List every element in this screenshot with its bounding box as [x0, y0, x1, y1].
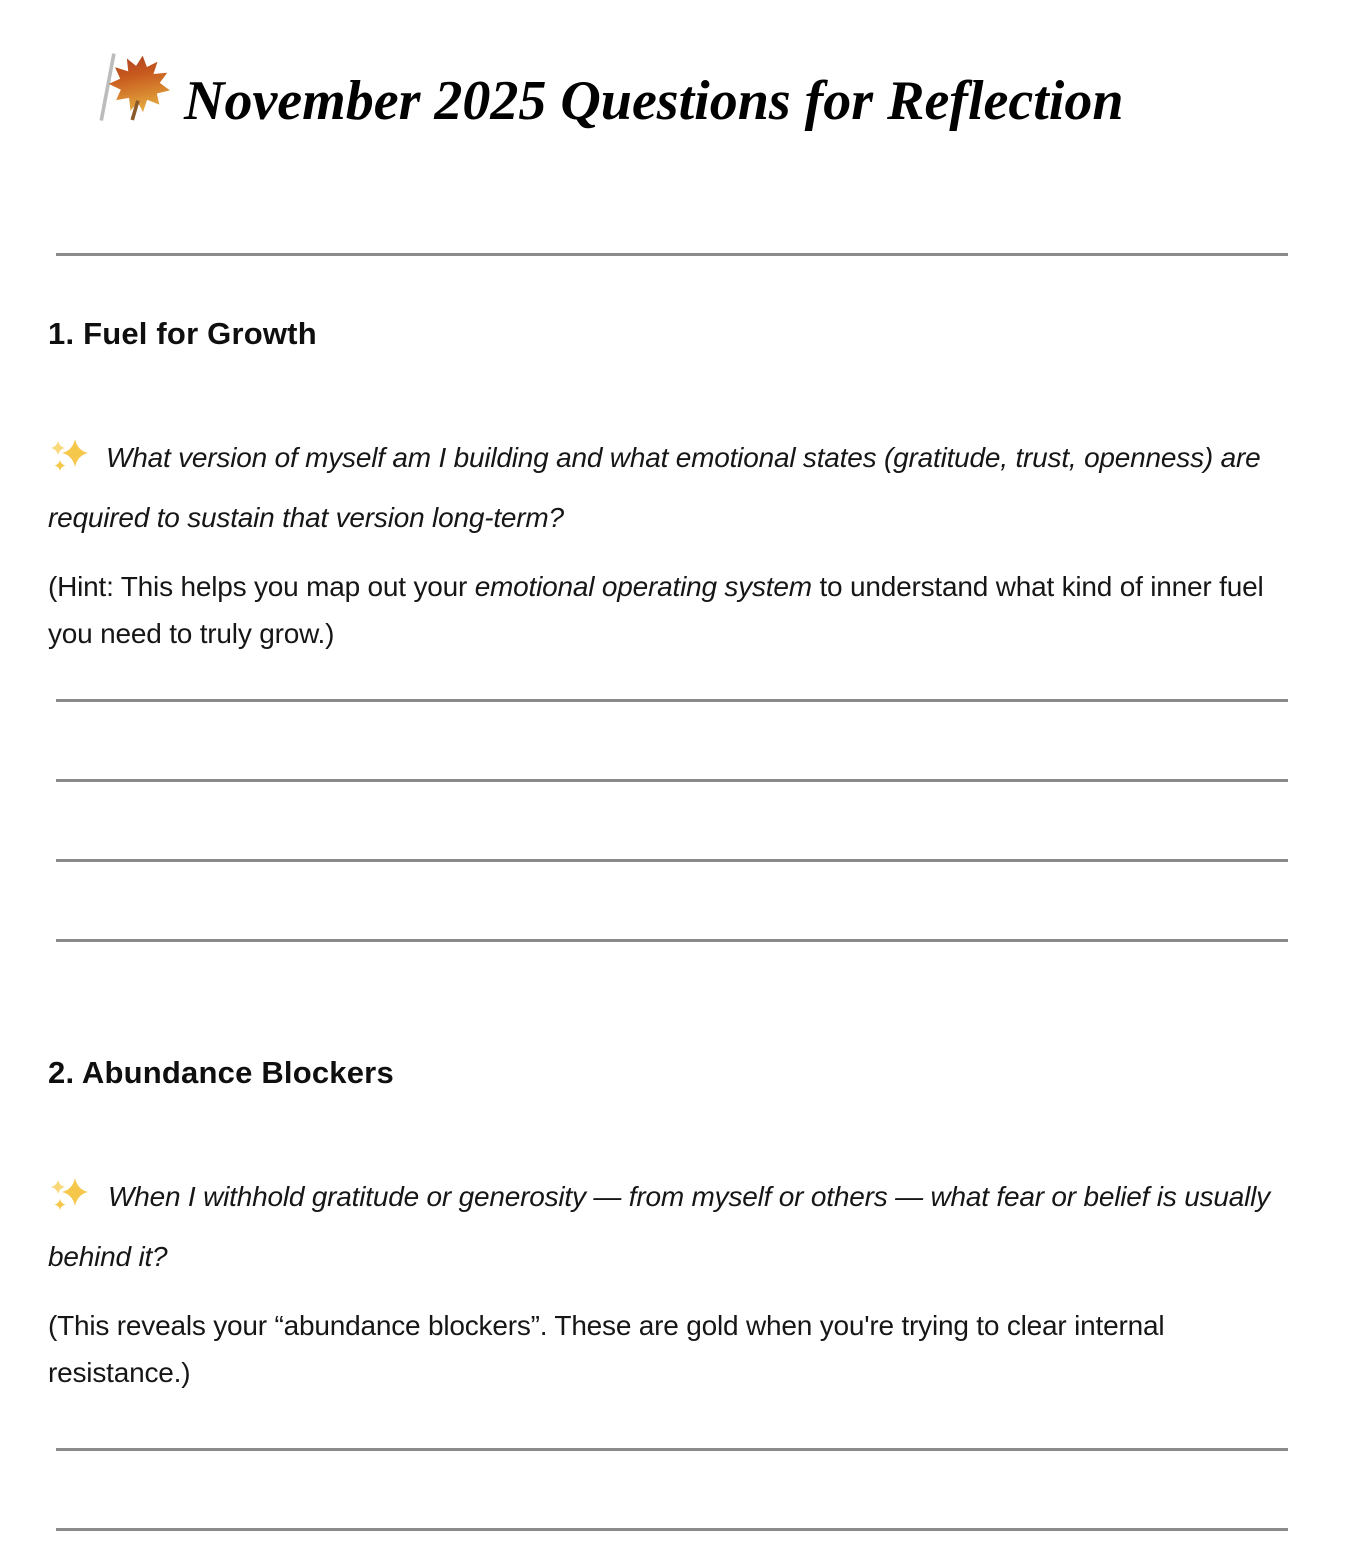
hint-emphasis: emotional operating system	[474, 571, 812, 602]
section-heading: 2. Abundance Blockers	[48, 1055, 394, 1090]
page-title-text: November 2025 Questions for Reflection	[184, 69, 1124, 132]
section-abundance-blockers	[48, 1055, 1288, 1542]
answer-line	[56, 779, 1288, 859]
answer-line	[56, 939, 1288, 1019]
answer-line	[56, 1528, 1288, 1542]
section-fuel-for-growth	[48, 316, 1288, 1019]
answer-line	[56, 699, 1288, 779]
question-text-content: When I withhold gratitude or generosity — from myself or others — what fear or belief is usually behind it?	[48, 1181, 1270, 1272]
section-heading: 1. Fuel for Growth	[48, 316, 317, 351]
question-text	[48, 432, 1288, 543]
document-header	[48, 50, 1288, 151]
maple-leaf-icon	[94, 50, 170, 151]
hint-prefix: (This reveals your “abundance blockers”. These are gold when you're trying to clear internal resistance.)	[48, 1310, 1165, 1388]
header-divider	[56, 253, 1288, 256]
answer-lines	[56, 699, 1288, 1019]
hint-prefix: (Hint: This helps you map out your	[48, 571, 475, 602]
sparkles-icon	[48, 436, 92, 492]
hint-text	[48, 563, 1288, 657]
hint-suffix: to understand what kind of inner fuel you need to truly grow.)	[48, 571, 1264, 649]
question-text-content: What version of myself am I building and what emotional states (gratitude, trust, openness) are required to sustain that version long-term?	[48, 442, 1261, 533]
question-text	[48, 1171, 1288, 1282]
answer-line	[56, 859, 1288, 939]
page-title	[94, 50, 1288, 151]
hint-text	[48, 1302, 1288, 1396]
answer-line	[56, 1448, 1288, 1528]
sparkles-icon	[48, 1175, 92, 1231]
answer-lines	[56, 1448, 1288, 1542]
